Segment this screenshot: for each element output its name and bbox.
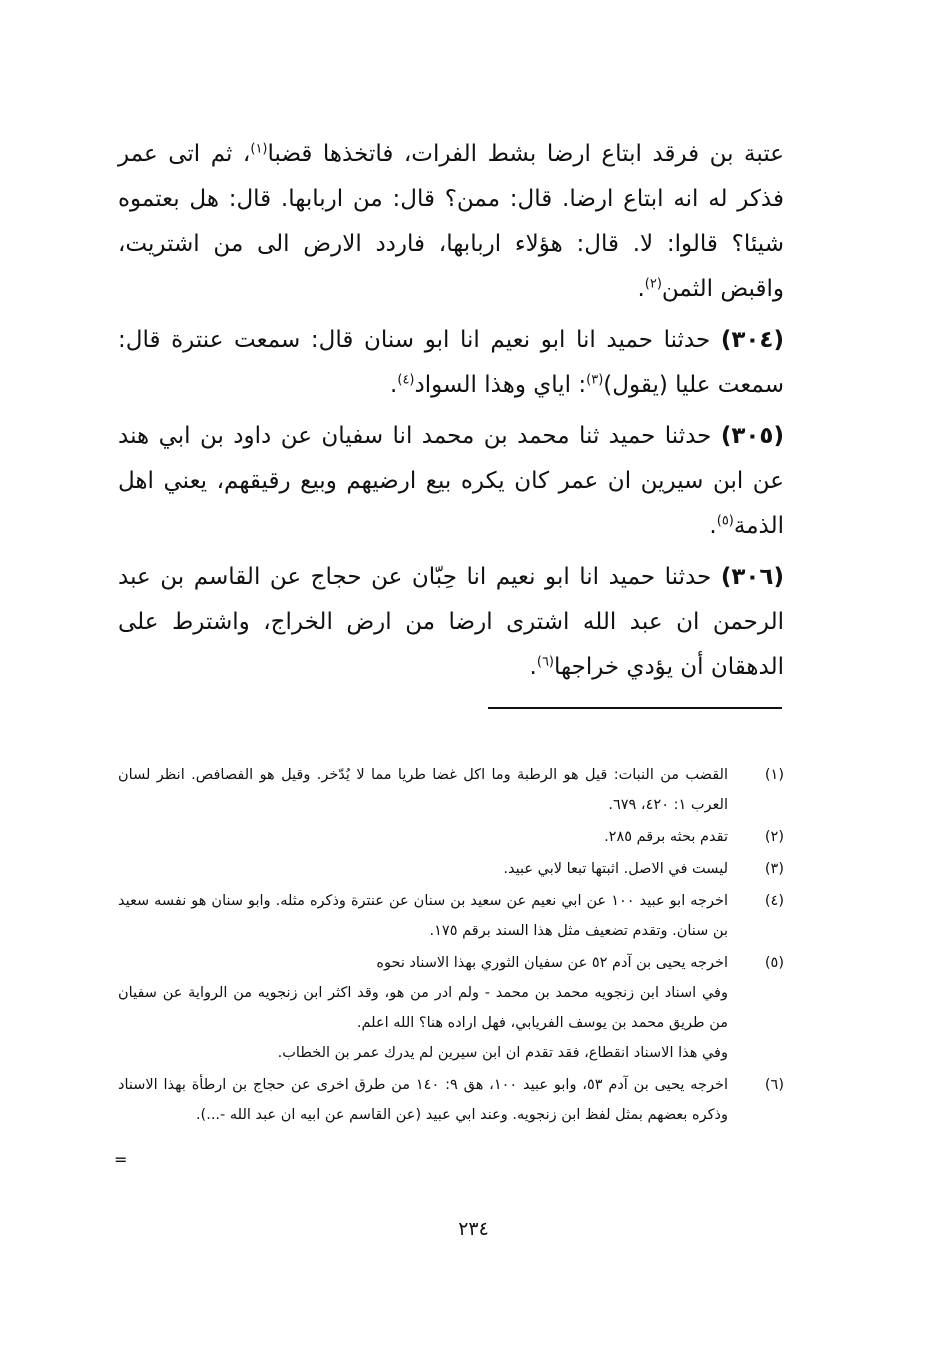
paragraph-text: حدثنا حميد انا ابو نعيم انا ابو سنان قال: سمعت عنترة قال: سمعت عليا (يقول) — [118, 327, 784, 398]
footnote-ref[interactable]: (٥) — [716, 513, 734, 529]
footnote-line: تقدم بحثه برقم ٢٨٥. — [604, 829, 728, 845]
paragraph-text: حدثنا حميد ثنا محمد بن محمد انا سفيان عن داود بن ابي هند عن ابن سيرين ان عمر كان يكره بيع ارضيهم وبيع رقيقهم، يعني اهل الذمة — [118, 423, 784, 539]
footnote-ref[interactable]: (١) — [250, 141, 268, 157]
paragraph-306 — [118, 555, 784, 690]
footnote-line: وفي هذا الاسناد انقطاع، فقد تقدم ان ابن سيرين لم يدرك عمر بن الخطاب. — [277, 1045, 728, 1061]
footnotes — [118, 760, 784, 1132]
footnote-ref[interactable]: (٢) — [644, 276, 662, 292]
paragraph-text: . — [390, 372, 398, 398]
footnote-line: ليست في الاصل. اثبتها تبعا لابي عبيد. — [503, 861, 728, 877]
page-number: ٢٣٤ — [458, 1218, 489, 1240]
paragraph-text: . — [709, 513, 717, 539]
footnote-ref[interactable]: (٣) — [586, 372, 604, 388]
footnote-text — [118, 1070, 728, 1130]
footnote-marker: (١) — [764, 767, 784, 783]
footnote-3 — [118, 854, 784, 884]
footnote-1 — [118, 760, 784, 820]
footnote-text — [118, 854, 728, 884]
footnote-6 — [118, 1070, 784, 1130]
footnote-line: اخرجه يحيى بن آدم ٥٢ عن سفيان الثوري بهذا الاسناد نحوه — [376, 955, 728, 971]
footnote-marker: (٦) — [764, 1077, 784, 1093]
hadith-number: (٣٠٦) — [720, 564, 784, 590]
paragraph-text: . — [529, 654, 537, 680]
footnote-marker: (٣) — [764, 861, 784, 877]
paragraph-text: حدثنا حميد انا ابو نعيم انا حِبّان عن حجاج عن القاسم بن عبد الرحمن ان عبد الله اشترى ارضا من ارض الخراج، واشترط على الدهقان أن يؤدي خراجها — [118, 564, 784, 680]
paragraph-305 — [118, 414, 784, 549]
footnote-line: القضب من النبات: قيل هو الرطبة وما اكل غضا طريا مما لا يُدّخر. وقيل هو الفصافص. انظر لسان العرب ١: ٤٢٠، ٦٧٩. — [118, 767, 728, 813]
footnote-2 — [118, 822, 784, 852]
paragraph-text: : اياي وهذا السواد — [414, 372, 587, 398]
footnote-5 — [118, 948, 784, 1068]
paragraph-text: عتبة بن فرقد ابتاع ارضا بشط الفرات، فاتخذها قضبا — [267, 141, 784, 167]
continuation-mark: = — [114, 1150, 128, 1169]
main-text — [118, 132, 784, 692]
footnote-separator — [488, 707, 782, 709]
footnote-line: وفي اسناد ابن زنجويه محمد بن محمد - ولم ادر من هو، وقد اكثر ابن زنجويه من الرواية عن سفيان من طريق محمد بن يوسف الفريابي، فهل اراده هنا؟ الله اعلم. — [118, 985, 728, 1031]
footnote-text — [118, 948, 728, 1068]
footnote-line: اخرجه يحيى بن آدم ٥٣، وابو عبيد ١٠٠، هق ٩: ١٤٠ من طرق اخرى عن حجاج بن ارطأة بهذا الاسناد وذكره بعضهم بمثل لفظ ابن زنجويه. وعند ابي عبيد (عن القاسم عن ابيه ان عبد الله -...). — [118, 1077, 728, 1123]
footnote-marker: (٢) — [764, 829, 784, 845]
paragraph-304 — [118, 318, 784, 408]
paragraph-text: ، ثم اتى عمر فذكر له انه ابتاع ارضا. قال: ممن؟ قال: من اربابها. قال: هل بعتموه شيئا؟ قالوا: لا. قال: هؤلاء اربابها، فاردد الارض الى من اشتريت، واقبض الثمن — [118, 141, 784, 302]
footnote-line: اخرجه ابو عبيد ١٠٠ عن ابي نعيم عن سعيد بن سنان عن عنترة وذكره مثله. وابو سنان هو نفسه سعيد بن سنان. وتقدم تضعيف مثل هذا السند برقم ١٧٥. — [118, 893, 728, 939]
hadith-number: (٣٠٥) — [720, 423, 784, 449]
footnote-ref[interactable]: (٦) — [536, 654, 554, 670]
hadith-number: (٣٠٤) — [720, 327, 784, 353]
footnote-text — [118, 822, 728, 852]
paragraph-text: . — [637, 276, 645, 302]
footnote-text — [118, 760, 728, 820]
footnote-marker: (٥) — [764, 955, 784, 971]
paragraph-1 — [118, 132, 784, 312]
footnote-ref[interactable]: (٤) — [397, 372, 415, 388]
footnote-4 — [118, 886, 784, 946]
footnote-marker: (٤) — [764, 893, 784, 909]
footnote-text — [118, 886, 728, 946]
